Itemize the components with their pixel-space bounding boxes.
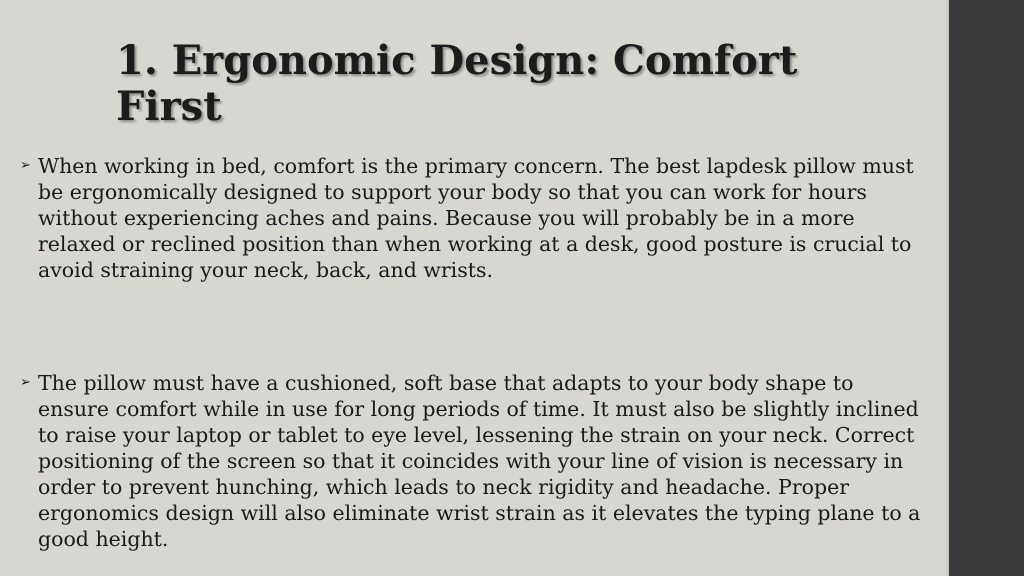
bullet-item-1 xyxy=(20,153,930,283)
bullet-arrow-icon: ➢ xyxy=(20,158,31,173)
slide-title: 1. Ergonomic Design: Comfort First xyxy=(116,37,798,130)
bullet-item-2 xyxy=(20,370,930,552)
bullet-arrow-icon: ➢ xyxy=(20,375,31,390)
bullet-text-1: When working in bed, comfort is the primary concern. The best lapdesk pillow must be ergonomically designed to support your body so that you can work for hours without experiencing aches and pains. Because you will probably be in a more relaxed or reclined position than when working at a desk, good posture is crucial to avoid straining your neck, back, and wrists. xyxy=(38,154,914,282)
side-band xyxy=(949,0,1024,576)
bullet-text-2: The pillow must have a cushioned, soft base that adapts to your body shape to ensure comfort while in use for long periods of time. It must also be slightly inclined to raise your laptop or tablet to eye level, lessening the strain on your neck. Correct positioning of the screen so that it coincides with your line of vision is necessary in order to prevent hunching, which leads to neck rigidity and headache. Proper ergonomics design will also eliminate wrist strain as it elevates the typing plane to a good height. xyxy=(38,371,921,551)
